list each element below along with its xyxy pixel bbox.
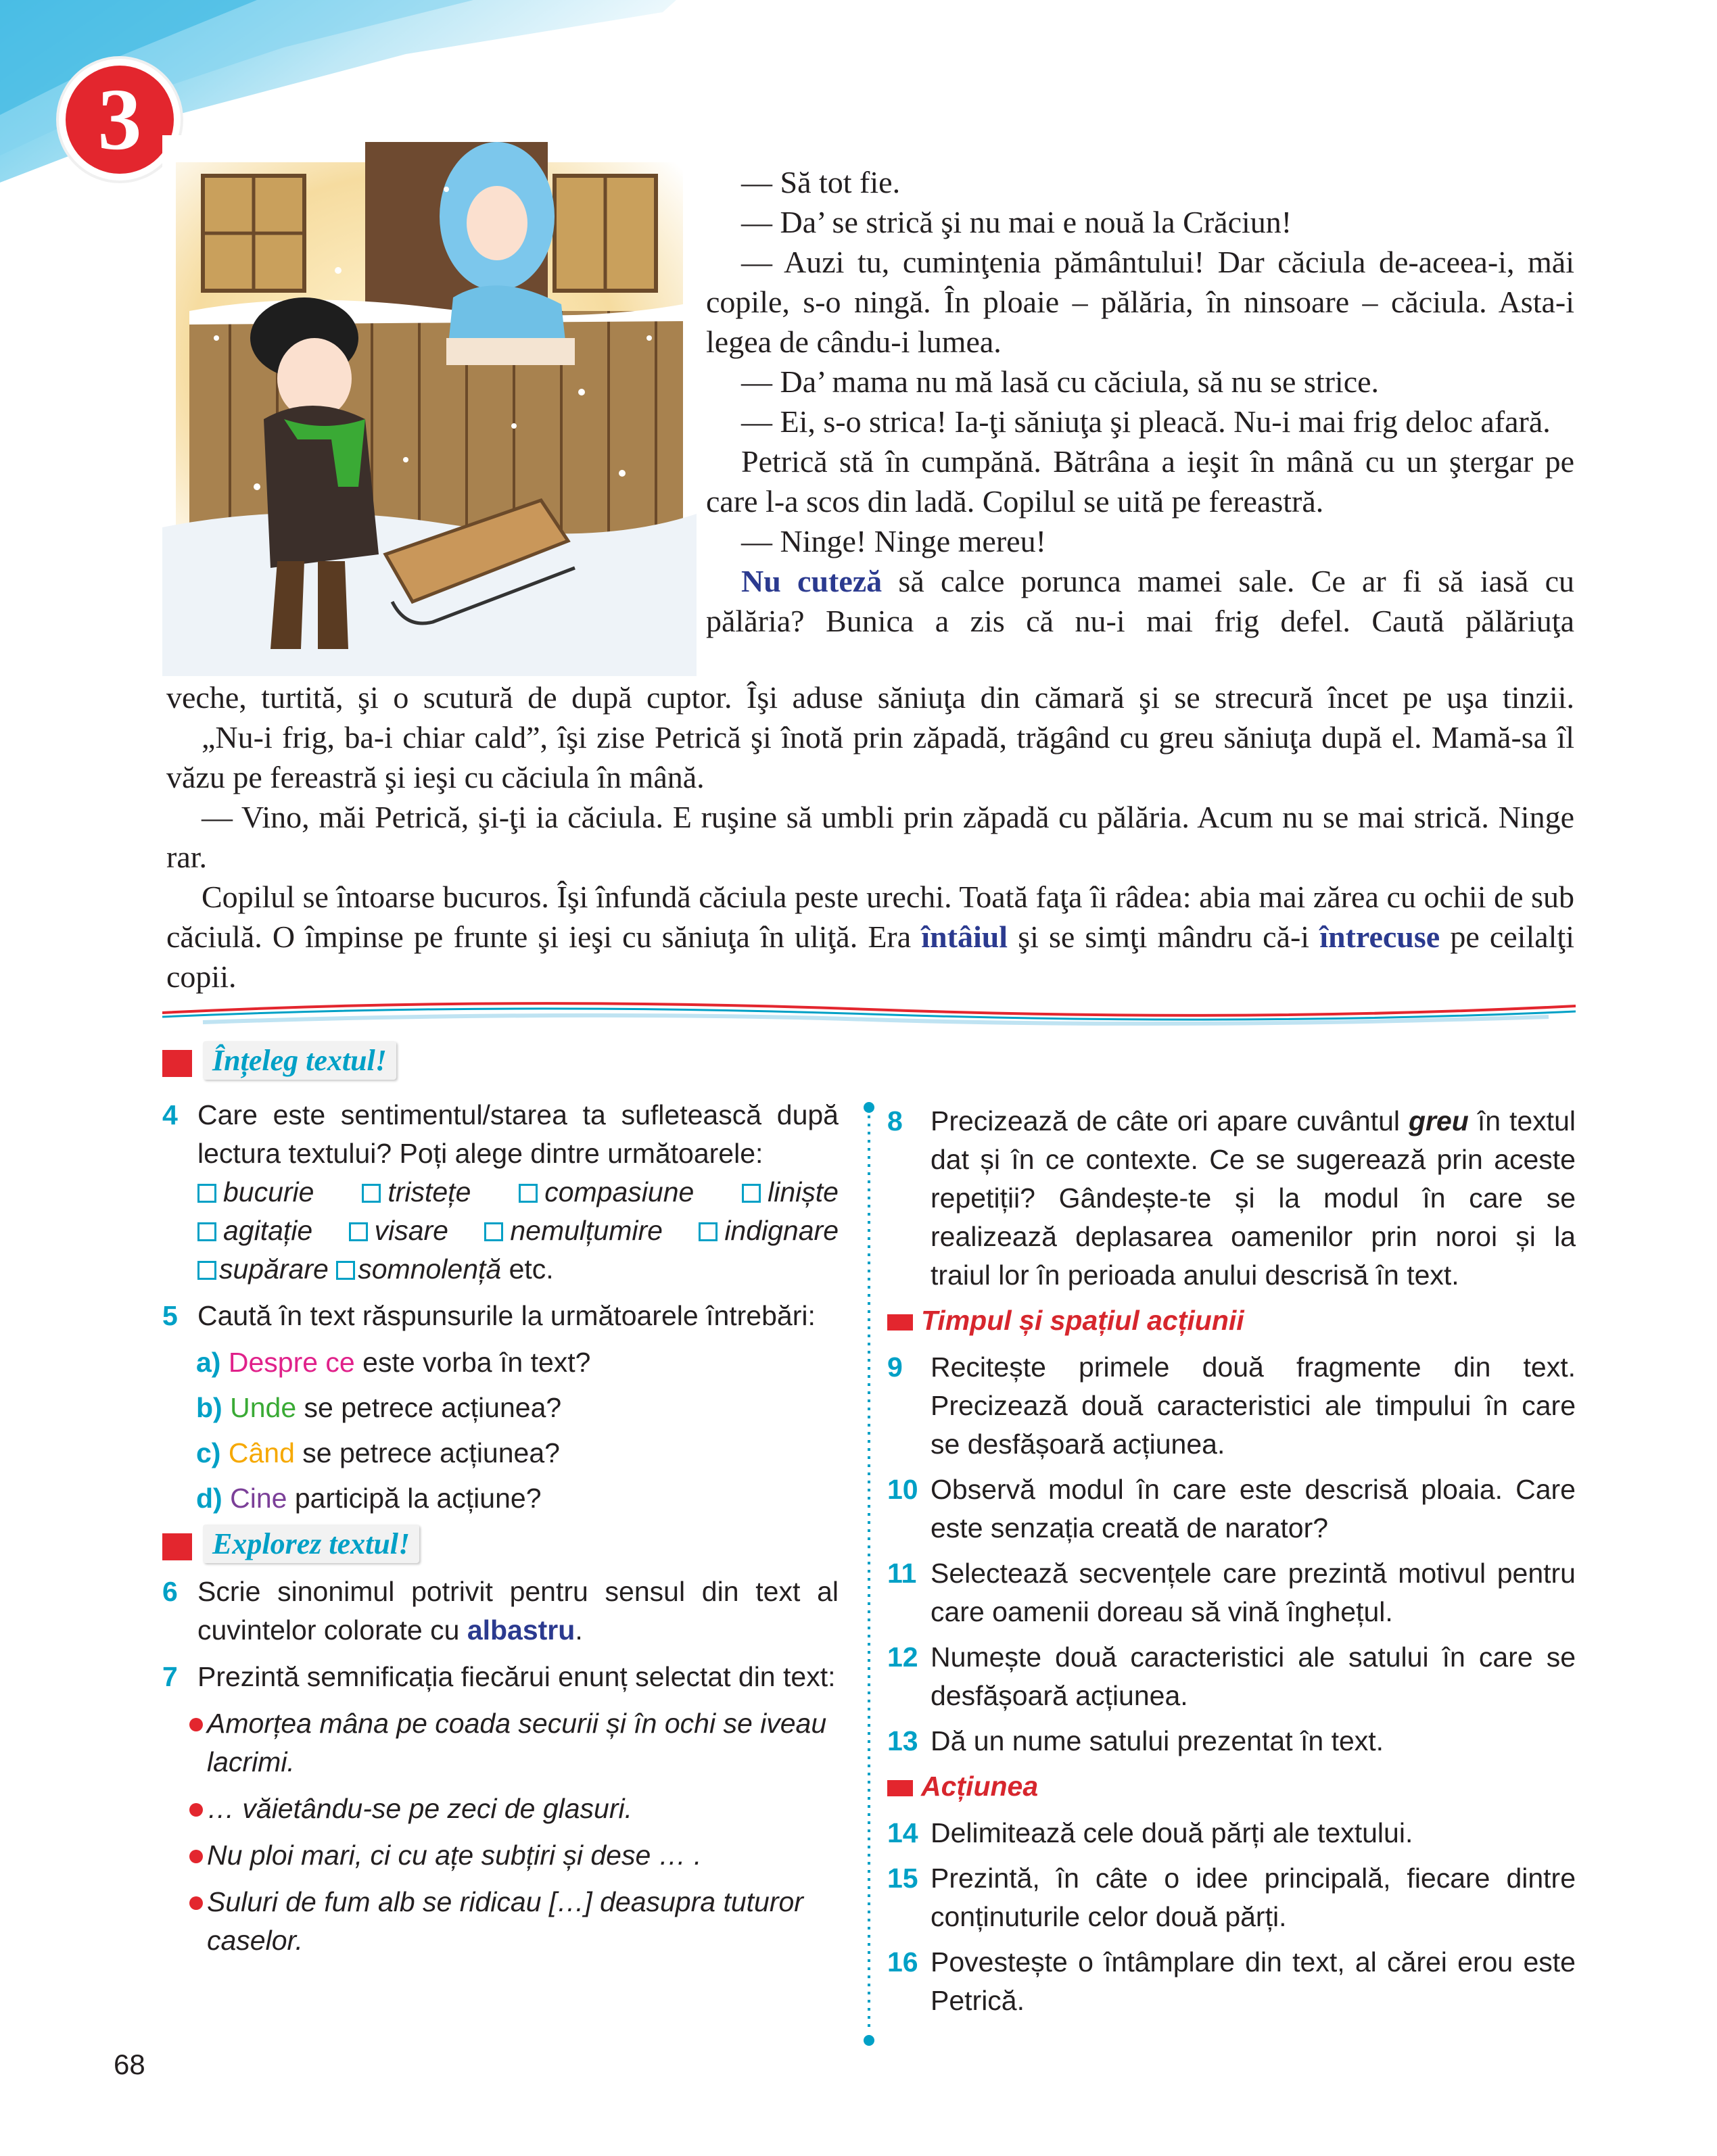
question-letter: b) [196,1392,222,1423]
exercise-9 [887,1348,1576,1464]
exercise-4 [162,1096,839,1289]
option-label: visare [374,1215,448,1246]
exercise-text: în textul dat și în ce contexte. Ce se sugerează prin aceste repetiții? Gândește-te și la modul în care se realizează deplasarea oamenilor prin noroi și la traiul lor în perioada anului descrisă în text. [931,1105,1576,1291]
exercise-number: 15 [887,1863,918,1894]
bullet-icon [189,1850,203,1863]
wave-divider [162,992,1576,1033]
quote-text: Nu ploi mari, ci cu ațe subțiri și dese … . [207,1840,702,1871]
question-b [162,1389,839,1427]
exercise-text: Care este sentimentul/starea ta sufletească după lectura textului? Poți alege dintre următoarele: [197,1099,839,1169]
exercise-11 [887,1554,1576,1631]
quote-item [189,1790,839,1828]
keyword-highlight: întrecuse [1319,919,1440,954]
question-d [162,1479,839,1518]
exercise-text: Numește două caracteristici ale satului în care se desfășoară acțiunea. [931,1642,1576,1711]
exercise-text: Povestește o întâmplare din text, al cărei erou este Petrică. [931,1946,1576,2016]
exercise-text: Dă un nume satului prezentat în text. [931,1725,1384,1756]
quote-text: Amorțea mâna pe coada securii și în ochi se iveau lacrimi. [207,1708,827,1777]
story-illustration [162,135,697,676]
option-row [197,1212,839,1250]
exercise-16 [887,1943,1576,2020]
option-item[interactable] [349,1212,448,1250]
section-title: Înțeleg textul! [203,1041,396,1080]
question-letter: d) [196,1483,222,1514]
option-label: liniște [768,1176,839,1207]
exercise-text: Caută în text răspunsurile la următoarele întrebări: [197,1300,816,1331]
story-paragraph: — Să tot fie. [741,165,901,199]
question-keyword: Cine [230,1483,287,1514]
section-marker-icon [887,1314,913,1331]
question-keyword: Despre ce [228,1347,355,1378]
exercise-text: Prezintă semnificația fiecărui enunț selectat din text: [197,1661,836,1692]
question-c [162,1434,839,1472]
exercise-text: Selectează secvențele care prezintă motivul pentru care oamenii doreau să vină înghețul. [931,1558,1576,1627]
checkbox-icon[interactable] [362,1184,381,1203]
story-text-full [166,677,1574,997]
question-text: se petrece acțiunea? [294,1437,560,1468]
quote-item [189,1704,839,1781]
exercise-15 [887,1859,1576,1936]
story-paragraph: — Ninge! Ninge mereu! [741,524,1046,558]
story-paragraph: veche, turtită, şi o scutură de după cuptor. Îşi aduse săniuţa din cămară şi se strecură încet pe uşa tinzii. [166,680,1574,715]
checkbox-icon[interactable] [699,1222,718,1241]
exercise-number: 4 [162,1099,178,1130]
option-item[interactable] [336,1253,501,1285]
question-text: este vorba în text? [354,1347,591,1378]
keyword-blue: albastru [467,1614,575,1646]
option-item[interactable] [197,1212,312,1250]
option-label: compasiune [544,1176,695,1207]
exercise-number: 14 [887,1817,918,1848]
exercise-text: Recitește primele două fragmente din text. Precizează două caracteristici ale timpului în care se desfășoară acțiunea. [931,1351,1576,1460]
exercise-5 [162,1297,839,1335]
exercise-number: 10 [887,1474,918,1505]
exercise-number: 5 [162,1300,178,1331]
story-paragraph [166,877,1574,997]
question-keyword: Unde [230,1392,297,1423]
exercise-number: 8 [887,1105,903,1136]
exercise-7 [162,1658,839,1696]
question-keyword: Când [228,1437,295,1468]
story-text: Copilul se întoarse bucuros. Îşi înfundă căciula peste urechi. Toată faţa îi râdea: abia mai zărea cu ochii de sub căciulă. O împinse pe frunte şi ieşi cu săniuţa în uliţă. Era [166,880,1574,954]
question-text: participă la acțiune? [287,1483,542,1514]
story-paragraph: — Vino, măi Petrică, şi-ţi ia căciula. E ruşine să umbli prin zăpadă cu pălăria. Acum nu se mai strică. Ninge rar. [166,800,1574,874]
exercise-13 [887,1722,1576,1760]
quote-list [162,1704,839,1960]
story-text: să calce porunca mamei sale. Ce ar fi să iasă cu pălăria? Bunica a zis că nu-i mai frig defel. Caută pălăriuţa [706,564,1574,638]
section-marker-icon [162,1533,192,1560]
option-label: somnolență [358,1253,502,1285]
checkbox-icon[interactable] [197,1184,216,1203]
exercise-number: 11 [887,1558,917,1589]
checkbox-icon[interactable] [484,1222,503,1241]
column-separator [862,1101,876,2047]
exercise-text: Observă modul în care este descrisă ploaia. Care este senzația creată de narator? [931,1474,1576,1543]
keyword-highlight: întâiul [921,919,1008,954]
section-title: Explorez textul! [203,1525,419,1563]
quote-text: Suluri de fum alb se ridicau […] deasupra tuturor caselor. [207,1886,803,1956]
section-header-timpul [887,1301,1576,1340]
option-item[interactable] [362,1173,471,1212]
quote-text: … văietându-se pe zeci de glasuri. [207,1793,633,1824]
option-label: supărare [219,1253,329,1285]
exercise-text: Scrie sinonimul potrivit pentru sensul din text al cuvintelor colorate cu [197,1576,839,1646]
question-letter: a) [196,1347,221,1378]
option-item[interactable] [484,1212,663,1250]
checkbox-icon[interactable] [349,1222,368,1241]
checkbox-icon[interactable] [197,1261,216,1280]
checkbox-icon[interactable] [336,1261,355,1280]
option-label: indignare [724,1215,839,1246]
checkbox-icon[interactable] [197,1222,216,1241]
story-text-right [706,162,1574,641]
exercises-left-column [162,1041,839,1968]
bullet-icon [189,1896,203,1910]
exercise-number: 12 [887,1642,918,1673]
section-title: Acțiunea [921,1771,1039,1802]
exercise-10 [887,1470,1576,1548]
question-text: se petrece acțiunea? [296,1392,562,1423]
option-item[interactable] [742,1173,839,1212]
checkbox-icon[interactable] [742,1184,761,1203]
option-item[interactable] [699,1212,839,1250]
story-paragraph: — Auzi tu, cuminţenia pământului! Dar căciula de-aceea-i, măi copile, s-o ningă. În ploaie – pălăria, în ninsoare – căciula. Asta-i legea de cându-i lumea. [706,245,1574,359]
option-label: nemulțumire [510,1215,663,1246]
question-letter: c) [196,1437,221,1468]
section-header-explorez [162,1525,839,1563]
page-number: 68 [114,2049,145,2080]
story-paragraph: — Da’ se strică şi nu mai e nouă la Crăciun! [741,205,1292,239]
exercise-14 [887,1814,1576,1852]
section-marker-icon [162,1050,192,1077]
story-paragraph: — Da’ mama nu mă lasă cu căciula, să nu se strice. [741,364,1380,399]
option-item[interactable] [197,1253,329,1285]
story-paragraph: — Ei, s-o strica! Ia-ţi săniuţa şi pleacă. Nu-i mai frig deloc afară. [741,404,1551,439]
exercises-right-column [887,1102,1576,2027]
exercise-number: 13 [887,1725,918,1756]
option-label: tristețe [387,1176,471,1207]
exercise-text: Prezintă, în câte o idee principală, fiecare dintre conținuturile celor două părți. [931,1863,1576,1932]
option-row [197,1250,839,1289]
question-a [162,1343,839,1382]
option-item[interactable] [197,1173,314,1212]
exercise-number: 16 [887,1946,918,1978]
bullet-icon [189,1803,203,1817]
exercise-text: Delimitează cele două părți ale textului. [931,1817,1413,1848]
chapter-number: 3 [97,71,142,168]
exercise-text-end: . [575,1614,583,1646]
story-text: pe ceilalţi copii. [166,919,1574,994]
story-text: şi se simţi mândru că-i [1008,919,1320,954]
option-row [197,1173,839,1212]
quote-item [189,1883,839,1960]
option-item[interactable] [519,1173,694,1212]
bullet-icon [189,1718,203,1731]
exercise-8 [887,1102,1576,1295]
section-marker-icon [887,1780,913,1796]
keyword-highlight: Nu cuteză [741,564,883,598]
section-title: Timpul și spațiul acțiunii [921,1305,1244,1336]
exercise-text: Precizează de câte ori apare cuvântul [931,1105,1409,1136]
option-label: bucurie [223,1176,314,1207]
keyword-bold: greu [1408,1105,1469,1136]
section-header-actiunea [887,1767,1576,1806]
option-suffix: etc. [509,1253,554,1285]
exercise-12 [887,1638,1576,1715]
exercise-number: 6 [162,1576,178,1607]
section-header-inteleg [162,1041,839,1080]
story-paragraph [706,561,1574,641]
option-label: agitație [223,1215,313,1246]
story-paragraph: Petrică stă în cumpănă. Bătrâna a ieşit în mână cu un ştergar pe care l-a scos din ladă. Copilul se uită pe fereastră. [706,444,1574,519]
exercise-number: 7 [162,1661,178,1692]
exercise-6 [162,1573,839,1650]
story-paragraph: „Nu-i frig, ba-i chiar cald”, îşi zise Petrică şi înotă prin zăpadă, trăgând cu greu săniuţa după el. Mamă-sa îl văzu pe fereastră şi ieşi cu căciula în mână. [166,720,1574,794]
exercise-number: 9 [887,1351,903,1383]
checkbox-icon[interactable] [519,1184,538,1203]
quote-item [189,1836,839,1875]
